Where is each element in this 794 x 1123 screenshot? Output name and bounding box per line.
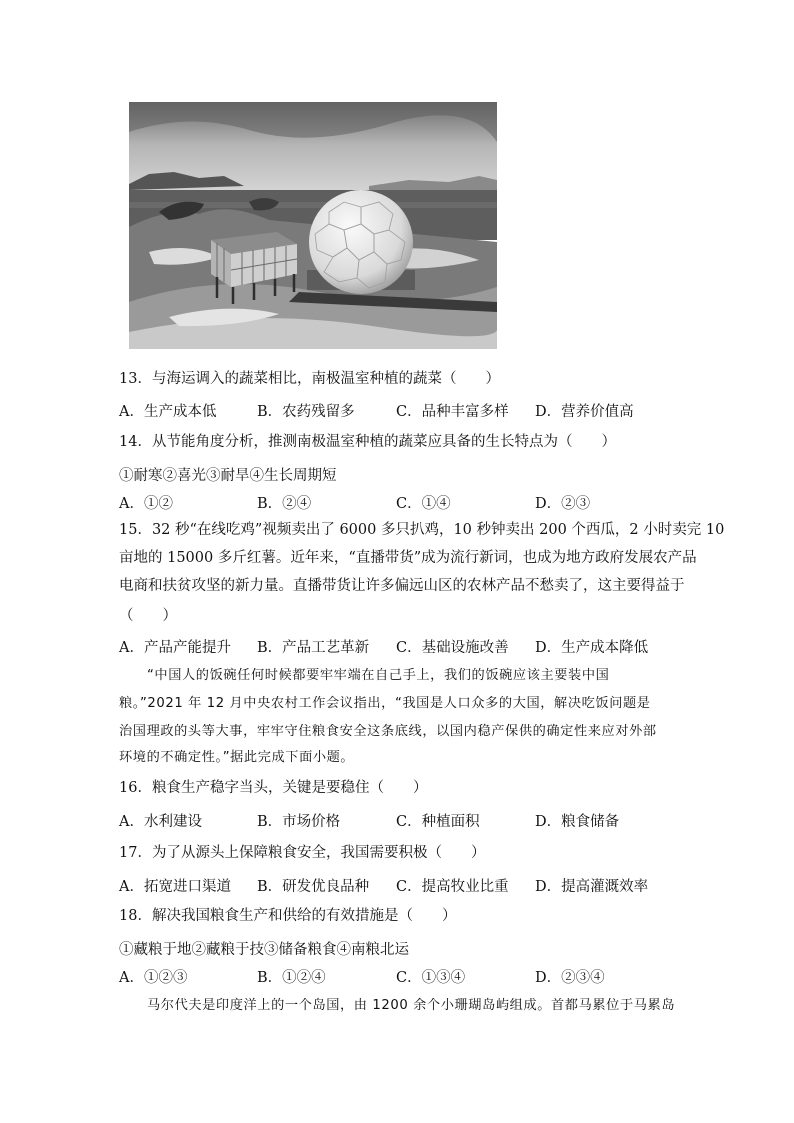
question-14-option-c[interactable]: C．①④ xyxy=(396,496,451,512)
question-17-option-b[interactable]: B．研发优良品种 xyxy=(257,879,370,895)
question-16-option-c[interactable]: C．种植面积 xyxy=(396,814,480,830)
question-15-line-1: 15．32 秒“在线吃鸡”视频卖出了 6000 多只扒鸡，10 秒钟卖出 200 个西瓜，2 小时卖完 10 xyxy=(119,522,725,538)
question-13-option-b[interactable]: B．农药残留多 xyxy=(257,404,355,420)
question-17-option-d[interactable]: D．提高灌溉效率 xyxy=(535,879,649,895)
question-14-choices: ①耐寒②喜光③耐旱④生长周期短 xyxy=(119,468,337,484)
question-16-option-a[interactable]: A．水利建设 xyxy=(119,814,202,830)
question-15-option-c[interactable]: C．基础设施改善 xyxy=(396,640,509,656)
question-18-option-d[interactable]: D．②③④ xyxy=(535,970,605,986)
question-18-option-c[interactable]: C．①③④ xyxy=(396,970,466,986)
question-18-stem: 18．解决我国粮食生产和供给的有效措施是（ ） xyxy=(119,908,457,924)
question-15-option-a[interactable]: A．产品产能提升 xyxy=(119,640,231,656)
question-14-option-d[interactable]: D．②③ xyxy=(535,496,591,512)
question-13-stem: 13．与海运调入的蔬菜相比，南极温室种植的蔬菜（ ） xyxy=(119,371,500,387)
question-16-option-d[interactable]: D．粮食储备 xyxy=(535,814,620,830)
question-15-option-b[interactable]: B．产品工艺革新 xyxy=(257,640,370,656)
passage-line-1: “中国人的饭碗任何时候都要牢牢端在自己手上，我们的饭碗应该主要装中国 xyxy=(147,668,610,683)
question-14-stem: 14．从节能角度分析，推测南极温室种植的蔬菜应具备的生长特点为（ ） xyxy=(119,434,616,450)
question-16-stem: 16．粮食生产稳字当头，关键是要稳住（ ） xyxy=(119,780,428,796)
passage-line-2: 粮。”2021 年 12 月中央农村工作会议指出，“我国是人口众多的大国，解决吃饭问题是 xyxy=(119,696,651,711)
question-17-option-a[interactable]: A．拓宽进口渠道 xyxy=(119,879,231,895)
question-13-option-d[interactable]: D．营养价值高 xyxy=(535,404,634,420)
question-15-option-d[interactable]: D．生产成本降低 xyxy=(535,640,649,656)
question-13-option-a[interactable]: A．生产成本低 xyxy=(119,404,217,420)
question-15-line-2: 亩地的 15000 多斤红薯。近年来，“直播带货”成为流行新词，也成为地方政府发展农产品 xyxy=(119,550,697,566)
question-17-stem: 17．为了从源头上保障粮食安全，我国需要积极（ ） xyxy=(119,845,486,861)
question-14-option-b[interactable]: B．②④ xyxy=(257,496,312,512)
question-14-option-a[interactable]: A．①② xyxy=(119,496,173,512)
question-15-line-4: （ ） xyxy=(119,608,177,624)
question-15-line-3: 电商和扶贫攻坚的新力量。直播带货让许多偏远山区的农林产品不愁卖了，这主要得益于 xyxy=(119,578,685,594)
question-18-option-a[interactable]: A．①②③ xyxy=(119,970,188,986)
passage-line-3: 治国理政的头等大事，牢牢守住粮食安全这条底线，以国内稳产保供的确定性来应对外部 xyxy=(119,724,657,739)
passage2-line-1: 马尔代夫是印度洋上的一个岛国，由 1200 余个小珊瑚岛屿组成。首都马累位于马累岛 xyxy=(147,998,676,1013)
question-16-option-b[interactable]: B．市场价格 xyxy=(257,814,341,830)
antarctic-greenhouse-photo xyxy=(129,102,497,349)
question-18-option-b[interactable]: B．①②④ xyxy=(257,970,326,986)
question-17-option-c[interactable]: C．提高牧业比重 xyxy=(396,879,509,895)
question-13-option-c[interactable]: C．品种丰富多样 xyxy=(396,404,509,420)
question-18-choices: ①藏粮于地②藏粮于技③储备粮食④南粮北运 xyxy=(119,942,409,958)
passage-line-4: 环境的不确定性。”据此完成下面小题。 xyxy=(119,750,355,765)
